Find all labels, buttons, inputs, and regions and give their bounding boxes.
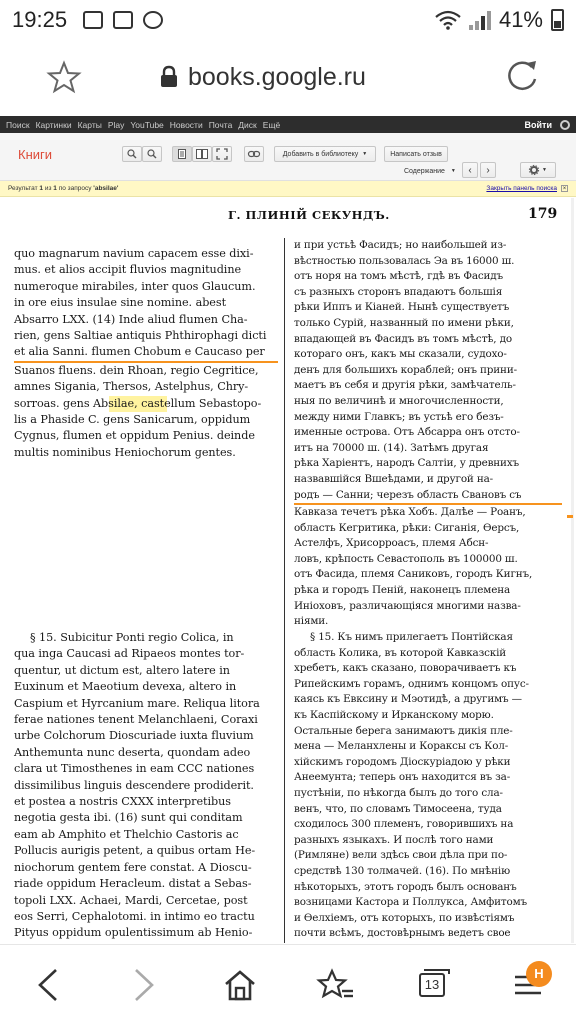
tabs-button[interactable] (402, 955, 462, 1015)
result-query-prefix: по запросу (58, 185, 92, 192)
text-line: riade oppidum Heracleum. distat a Sebas- (14, 877, 252, 891)
next-page-button[interactable] (480, 162, 496, 178)
text-line: средствѣ 130 толмачей. (16). По мнѣнію (294, 864, 510, 877)
add-to-library-label: Добавить в библиотеку (282, 150, 359, 158)
search-hit-marker (567, 515, 573, 518)
zoom-in-icon (147, 149, 157, 159)
text-line: отъ Фасида, племя Саниковъ, городъ Кигнъ, (294, 568, 533, 581)
system-indicators (435, 7, 564, 33)
zoom-out-icon (127, 149, 137, 159)
text-line: только Сурій, названный по имени рѣки, (294, 316, 514, 329)
battery-percent: 41% (498, 7, 543, 32)
gbar-link-more[interactable]: Ещё (262, 119, 281, 130)
link-icon (248, 150, 260, 158)
text-line: Pollucis aurigis petent, a quibus ortam He- (14, 844, 256, 858)
text-line: между ними Главкъ; въ устьѣ его безъ- (294, 410, 504, 423)
latin-paragraph-1 (14, 246, 278, 461)
text-line: Absarro LXX. (14) Inde aliud flumen Cha- (14, 312, 248, 326)
text-line: rien, gens Saltiae antiquis Phthirophagi dicti (14, 329, 267, 343)
text-line: рѣка и городъ Пеній, наконецъ племена (294, 584, 511, 597)
settings-dropdown-button[interactable] (520, 162, 556, 178)
write-review-label: Написать отзыв (390, 150, 442, 158)
text-line: хребетъ, какъ сказано, поворачиваетъ къ (294, 662, 517, 675)
text-line: и Өелхіемъ, отъ которыхъ, по извѣстіямъ (294, 911, 515, 924)
profile-badge: Н (526, 961, 552, 987)
text-line: возницами Кастора и Поллукса, Амфитомъ (294, 896, 528, 909)
text-line: eam ab Amphito et Thelchio Castoris ac (14, 827, 239, 841)
text-line: денъ для большихъ кораблей; онъ прини- (294, 363, 517, 376)
zoom-out-button[interactable] (122, 146, 142, 162)
signal-icon (469, 10, 491, 30)
text-line: съ разныхъ сторонъ впадаютъ большія (294, 285, 503, 298)
clock: 19:25 (12, 7, 68, 32)
text-line: хійскимъ городомъ Діоскуріадою у рѣки (294, 755, 511, 768)
bookmarks-button[interactable] (306, 955, 366, 1015)
reload-icon[interactable] (502, 57, 542, 97)
text-line: котораго онъ, какъ мы сказали, судохо- (294, 348, 507, 361)
gbar-link-drive[interactable]: Диск (238, 119, 257, 130)
gbar-link-youtube[interactable]: YouTube (130, 119, 164, 130)
bookmark-star-button[interactable] (34, 47, 94, 107)
text-line: dissimilibus linguis descendere prodiderit. (14, 778, 254, 792)
text-line: Euxinum et Maeotium devexa, altero in (14, 680, 237, 694)
menu-button[interactable] (498, 955, 558, 1015)
text-line: именные острова. Отъ Абсарра онъ отсто- (294, 426, 520, 439)
text-line: et postea a nostris CXXX interpretibus (14, 795, 231, 809)
text-line: мена — Меланхлены и Кораксы съ Кол- (294, 740, 509, 753)
text-line: quentur, ut dictum est, altero latere in (14, 663, 230, 677)
two-page-view-button[interactable] (192, 146, 212, 162)
text-line: ловъ, крѣпость Севастополь въ 100000 ш. (294, 552, 518, 565)
text-line: topoli LXX. Achaei, Mardi, Cercetae, post (14, 893, 248, 907)
text-line: Anthemunta nunc deserta, quondam adeo (14, 745, 251, 759)
fullscreen-icon (217, 149, 227, 159)
text-line: ныя по величинѣ и многочисленности, (294, 394, 504, 407)
add-to-library-button[interactable] (274, 146, 376, 162)
books-title[interactable]: Книги (18, 147, 53, 162)
calendar-icon (83, 11, 103, 29)
text-line: и при устьѣ Фасидъ; но наибольшей из- (294, 239, 507, 251)
prev-page-button[interactable] (462, 162, 478, 178)
column-divider (284, 238, 285, 943)
text-line: ніями. (294, 615, 329, 628)
chevron-right-icon: › (486, 164, 490, 176)
text-line: Pityus oppidum opulentissimum ab Henio- (14, 926, 253, 940)
link-button[interactable] (244, 146, 264, 162)
text-line: итъ на 70000 ш. (14). Затѣмъ другая (294, 441, 489, 454)
text-line: multis nominibus Heniochorum gentes. (14, 445, 236, 459)
russian-paragraph-2 (294, 630, 562, 942)
books-toolbar (0, 133, 576, 181)
chevron-down-icon: ▼ (362, 151, 368, 157)
text-line: Остальные берега занимаютъ дикія пле- (294, 724, 513, 737)
chevron-left-icon: ‹ (468, 164, 472, 176)
text-line: (Римляне) вели здѣсь свои дѣла при по- (294, 849, 508, 862)
search-result-bar (0, 181, 576, 197)
text-line: рѣка Харіентъ, народъ Салтіи, у древнихъ (294, 457, 519, 470)
text-line: Анеемунта; теперь онъ находится въ за- (294, 771, 511, 784)
url-domain: books.google.ru (188, 62, 366, 91)
contents-label: Содержание (404, 167, 445, 175)
text-line: къ Каспійскому и Ирканскому морю. (294, 708, 494, 721)
text-line: рѣки Иппъ и Кіаней. Нынѣ существуетъ (294, 301, 510, 314)
contents-dropdown[interactable] (404, 164, 456, 178)
page-scrollbar[interactable] (571, 198, 574, 943)
text-line: amnes Sigania, Thersos, Astelphus, Chry- (14, 380, 249, 394)
forward-button[interactable] (114, 955, 174, 1015)
text-line: каясь къ Евксину и Мэотидѣ, а другимъ — (294, 693, 522, 706)
home-icon (223, 969, 257, 1001)
text-line: назвавшійся Вшеѣдами, и другой на- (294, 472, 494, 485)
single-page-view-button[interactable] (172, 146, 192, 162)
tabs-count: 13 (419, 973, 445, 997)
text-line: область Колика, въ которой Кавказскій (294, 646, 507, 659)
text-line: маетъ въ себя и другія рѣки, замѣчатель- (294, 379, 516, 392)
text-line: Suanos fluens. dein Rhoan, regio Cegritice, (14, 363, 259, 377)
home-button[interactable] (210, 955, 270, 1015)
status-bar (0, 0, 576, 40)
search-hit-line-absilae: sorroas. gens Absilae, castellum Sebastopo- (14, 396, 278, 412)
text-line: urbe Colchorum Dioscuriade iuxta fluvium (14, 729, 254, 743)
text-line: Астелфъ, Хрисорроасъ, племя Абсн- (294, 537, 489, 550)
write-review-button[interactable] (384, 146, 448, 162)
text-line: сходилось 300 племенъ, говорившихъ на (294, 818, 514, 831)
running-title: Г. ПЛИНІЙ СЕКУНДЪ. (228, 208, 390, 222)
text-line: Cygnus, flumen et oppidum Penius. deinde (14, 429, 255, 443)
battery-icon (551, 9, 564, 31)
text-line: венъ, что, по словамъ Тимосеена, туда (294, 802, 502, 815)
text-line: Caspium et Hyrcanium mare. Reliqua litora (14, 696, 260, 710)
text-line: Рипейскимъ горамъ, однимъ концомъ опус- (294, 677, 529, 690)
text-line: mus. et alios accipit fluvios magnitudine (14, 263, 242, 277)
page-header (0, 206, 576, 226)
russian-paragraph-1 (294, 238, 562, 630)
fullscreen-button[interactable] (212, 146, 232, 162)
text-line: lis a Phaside C. gens Sanicarum, oppidum (14, 413, 251, 427)
google-top-bar (0, 116, 576, 133)
result-query: 'absilae' (93, 185, 119, 192)
text-line: вѣстностью пользовалась Эа въ 16000 ш. (294, 254, 515, 267)
gbar-link-news[interactable]: Новости (169, 119, 203, 130)
chevron-down-icon: ▼ (450, 168, 456, 174)
text-line: niochorum gentem fere constat. A Dioscu- (14, 860, 252, 874)
highlighted-line-sanni: et alia Sanni. flumen Chobum e Caucaso per (14, 344, 278, 362)
close-icon[interactable]: × (562, 186, 567, 192)
result-prefix: Результат (8, 185, 38, 192)
text-line: ferae nationes tenent Melanchlaeni, Coraxi (14, 713, 258, 727)
url-bar (0, 40, 576, 114)
gbar-link-mail[interactable]: Почта (208, 119, 233, 130)
text-line: пустѣніи, по нѣкогда былъ до того сла- (294, 786, 503, 799)
settings-gear-icon[interactable] (560, 120, 570, 130)
address-field[interactable] (160, 63, 366, 92)
notification-icons (83, 11, 163, 29)
text-line: почти всѣмъ, достовѣрнымъ ведетъ свое (294, 927, 511, 940)
text-line: § 15. Subicitur Ponti regio Colica, in (30, 631, 234, 644)
chevron-down-icon: ▼ (542, 167, 547, 173)
result-of: из (44, 185, 52, 192)
book-page[interactable] (0, 198, 576, 943)
result-total: 1 (53, 185, 57, 192)
lock-icon (160, 66, 178, 88)
star-icon (47, 61, 81, 93)
single-page-icon (178, 149, 186, 159)
text-line: qua inga Caucasi ad Ripaeos montes tor- (14, 647, 245, 661)
login-link[interactable]: Войти (524, 119, 552, 130)
gbar-link-search[interactable]: Поиск (6, 119, 30, 130)
text-line: отъ норя на томъ мѣстѣ, гдѣ въ Фасидъ (294, 270, 504, 283)
gbar-link-play[interactable]: Play (107, 119, 125, 130)
text-line: clara ut Timosthenes in eam CCC nationes (14, 762, 255, 776)
text-line: eos Serri, Cephalotomi. in intimo eo tractu (14, 909, 255, 923)
text-line: quo magnarum navium capacem esse dixi- (14, 247, 254, 260)
chevron-left-icon (37, 968, 59, 1002)
star-list-icon (318, 969, 354, 1001)
result-current: 1 (39, 185, 43, 192)
gbar-link-images[interactable]: Картинки (35, 119, 72, 130)
browser-bottom-nav (0, 944, 576, 1024)
wifi-icon (435, 10, 461, 30)
latin-paragraph-2 (14, 630, 278, 958)
chevron-right-icon (133, 968, 155, 1002)
zoom-in-button[interactable] (142, 146, 162, 162)
page-number: 179 (528, 206, 558, 222)
text-line: Кавказа течетъ рѣка Хобъ. Далѣе — Роанъ, (294, 506, 526, 519)
text-line: разныхъ языкахъ. И послѣ того нами (294, 833, 494, 846)
highlighted-line-sanni-ru: родъ — Санни; черезъ область Свановъ съ (294, 488, 562, 506)
text-line: Иніоховъ, различающіяся многими назва- (294, 599, 521, 612)
image-icon (113, 11, 133, 29)
text-line: впадающей въ Фасидъ въ томъ мѣстѣ, до (294, 332, 512, 345)
text-line: область Кегритика, рѣки: Сиганія, Ѳерсъ, (294, 521, 520, 534)
text-line: numeroque mirabiles, inter quos Glaucum. (14, 279, 256, 293)
text-line: in ore eius insulae sine nomine. abest (14, 296, 227, 310)
back-button[interactable] (18, 955, 78, 1015)
close-search-panel-link[interactable]: Закрыть панель поиска (486, 185, 557, 192)
gbar-link-maps[interactable]: Карты (77, 119, 102, 130)
two-page-icon (196, 149, 208, 159)
text-line: negotia gesta ibi. (16) sunt qui conditam (14, 811, 243, 825)
text-line: нѣкоторыхъ, этотъ городъ былъ основанъ (294, 880, 517, 893)
facebook-icon (143, 11, 163, 29)
gear-icon (529, 165, 539, 175)
text-line: § 15. Къ нимъ прилегаетъ Понтійская (310, 631, 513, 643)
